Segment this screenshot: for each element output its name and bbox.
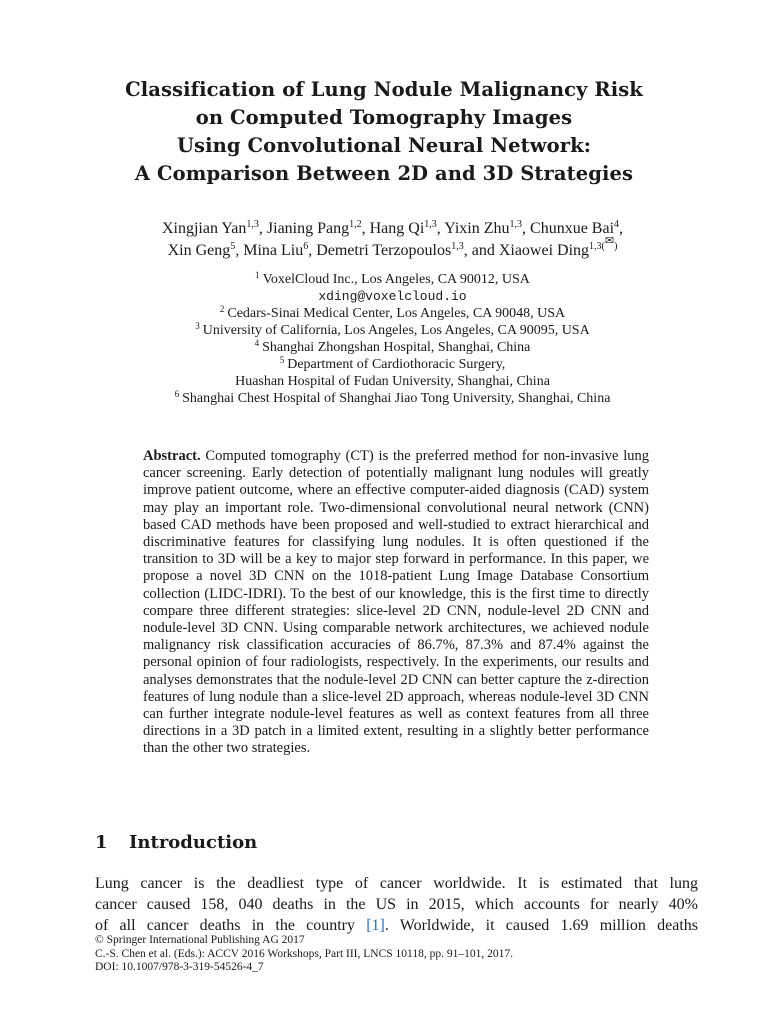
author-affiliation: 5 [230, 241, 236, 252]
author-name: Hang Qi [369, 220, 425, 237]
author-name: Mina Liu [243, 242, 304, 259]
affiliation: $^6$ Shanghai Chest Hospital of Shanghai Jiao Tong University, Shanghai, China [174, 389, 611, 406]
affiliation: $^3$ University of California, Los Angeles, Los Angeles, CA 90095, USA [195, 321, 590, 338]
affiliation-list [0, 271, 768, 407]
author-list [0, 218, 768, 262]
copyright-line: © Springer International Publishing AG 2017 [95, 934, 305, 946]
affiliation: $^1$ VoxelCloud Inc., Los Angeles, CA 90012, USA [255, 270, 530, 287]
doi-line: DOI: 10.1007/978-3-319-54526-4_7 [95, 961, 264, 973]
author-name: Xin Geng [167, 242, 231, 259]
author-line: Xingjian Yan$^{1,3}$, Jianing Pang$^{1,2}$, Hang Qi$^{1,3}$, Yixin Zhu$^{1,3}$, Chunxue Bai$^4$, [161, 219, 624, 237]
text-line: of all cancer deaths in the country [1]. Worldwide, it caused 1.69 million deaths [95, 917, 698, 934]
text-line: Lung cancer is the deadliest type of cancer worldwide. It is estimated that lung [95, 875, 698, 892]
author-name: Demetri Terzopoulos [316, 242, 452, 259]
intro-paragraph [95, 873, 698, 936]
author-affiliation: 1,3( [589, 241, 605, 252]
corresponding-email[interactable]: xding@voxelcloud.io [318, 289, 467, 304]
author-line: Xin Geng$^5$, Mina Liu$^6$, Demetri Terzopoulos$^{1,3}$, and Xiaowei Ding$^{1,3(✉)}$ [167, 235, 618, 259]
abstract [143, 448, 649, 758]
section-title: Introduction [129, 832, 258, 853]
author-name: Xingjian Yan [161, 220, 247, 237]
title-line: on Computed Tomography Images [195, 106, 573, 129]
publication-footer [95, 934, 513, 975]
affiliation: $^4$ Shanghai Zhongshan Hospital, Shanghai, China [254, 338, 531, 355]
affiliation: Huashan Hospital of Fudan University, Shanghai, China [235, 374, 550, 389]
title-line: A Comparison Between 2D and 3D Strategies [134, 162, 634, 185]
title-line: Classification of Lung Nodule Malignancy Risk [125, 78, 643, 101]
title-line: Using Convolutional Neural Network: [176, 134, 592, 157]
abstract-label: Abstract. [143, 448, 201, 464]
citation-link[interactable]: [1] [366, 917, 385, 934]
author-affiliation: 1,3 [451, 241, 464, 252]
author-name: Yixin Zhu [444, 220, 510, 237]
citation-line: C.-S. Chen et al. (Eds.): ACCV 2016 Workshops, Part III, LNCS 10118, pp. 91–101, 2017. [95, 947, 513, 960]
affiliation: $^2$ Cedars-Sinai Medical Center, Los Angeles, CA 90048, USA [219, 304, 566, 321]
abstract-text: Computed tomography (CT) is the preferred method for non-invasive lung cancer screening. Early detection of potentially malignant lung nodules will greatly improve patient outcome, where an effective computer-aided diagnosis (CAD) system may play an important role. Two-dimensional convolutional neural network (CNN) based CAD methods have been proposed and well-studied to extract hierarchical and discriminative features for classifying lung nodules. It is often questioned if the transition to 3D will be a key to major step forward in performance. In this paper, we propose a novel 3D CNN on the 1018-patient Lung Image Database Consortium collection (LIDC-IDRI). To the best of our knowledge, this is the first time to directly compare three different strategies: slice-level 2D CNN, nodule-level 2D CNN and nodule-level 3D CNN. Using comparable network architectures, we achieved nodule malignancy risk classification accuracies of 86.7%, 87.3% and 87.4% against the personal opinion of four radiologists, respectively. In the experiments, our results and analyses demonstrates that the nodule-level 2D CNN can better capture the z-direction features of lung nodule than a slice-level 2D approach, whereas nodule-level 3D CNN can further integrate nodule-level features as well as context features from all three directions in a 3D patch in a limited extent, resulting in a slightly better performance than the other two strategies. [143, 448, 650, 757]
author-name: and Xiaowei Ding [471, 242, 590, 259]
text-line: cancer caused 158, 040 deaths in the US in 2015, which accounts for nearly 40% [95, 896, 698, 913]
author-affiliation: 6 [303, 241, 309, 252]
affiliation: $^5$ Department of Cardiothoracic Surgery, [279, 355, 506, 372]
author-name: Jianing Pang [266, 220, 350, 237]
paper-title [0, 76, 768, 188]
author-affiliation: 4 [614, 219, 620, 230]
author-name: Chunxue Bai [530, 220, 615, 237]
author-affiliation: 1,3 [509, 219, 523, 230]
author-affiliation: 1,3 [424, 219, 437, 230]
section-number: 1 [95, 832, 108, 853]
author-affiliation: 1,3 [246, 219, 259, 230]
author-affiliation: 1,2 [349, 219, 362, 230]
section-heading [95, 832, 257, 853]
